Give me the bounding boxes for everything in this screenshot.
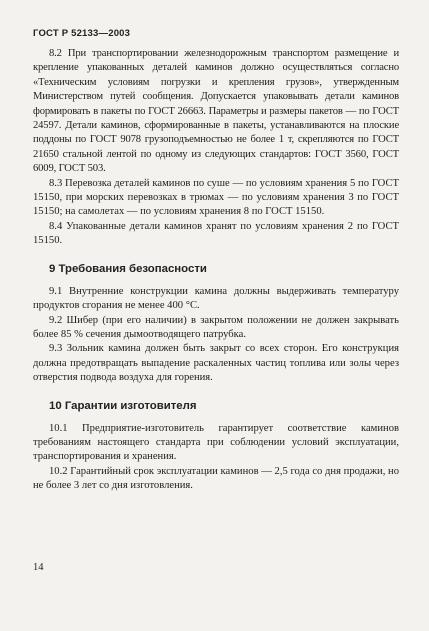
- section-10-title: 10 Гарантии изготовителя: [49, 399, 197, 412]
- paragraph-8-4: 8.4 Упакованные детали каминов хранят по условиям хранения 2 по ГОСТ 15150.: [33, 220, 399, 247]
- paragraph-9-2: 9.2 Шибер (при его наличии) в закрытом положении не должен закрывать более 85 % сечения дымоотводящего патрубка.: [33, 314, 399, 340]
- section-9-title: 9 Требования безопасности: [49, 262, 207, 275]
- paragraph-9-3: 9.3 Зольник камина должен быть закрыт со всех сторон. Его конструкция должна предотвращать выпадение раскаленных частиц топлива или золы через отверстия подвода воздуха для горения.: [33, 343, 399, 384]
- page-number: 14: [33, 562, 44, 573]
- paragraph-8-3: 8.3 Перевозка деталей каминов по суше — по условиям хранения 5 по ГОСТ 15150, при морских перевозках в трюмах — по условиям хранения 3 по ГОСТ 15150; на самолетах — по условиям хранения 8 по ГОСТ 15150.: [33, 177, 399, 218]
- paragraph-10-1: 10.1 Предприятие-изготовитель гарантирует соответствие каминов требованиям настоящего стандарта при соблюдении условий эксплуатации, транспортирования и хранения.: [33, 422, 399, 463]
- paragraph-10-2: 10.2 Гарантийный срок эксплуатации каминов — 2,5 года со дня продажи, но не более 3 лет со дня изготовления.: [33, 465, 399, 492]
- document-header: ГОСТ Р 52133—2003: [33, 28, 131, 39]
- document-body: [33, 47, 399, 494]
- paragraph-8-2: 8.2 При транспортировании железнодорожным транспортом размещение и крепление упакованных деталей каминов должно осуществляться согласно «Техническим условиям погрузки и крепления грузов», утвержденным Министерством путей сообщения. Допускается упаковывать детали каминов формировать в пакеты по ГОСТ 26663. Параметры и размеры пакетов — по ГОСТ 24597. Детали каминов, сформированные в пакеты, устанавливаются на плоские поддоны по ГОСТ 9078 грузоподъемностью не более 1 т, скрепляются по ГОСТ 21650 стальной лентой по одному из следующих стандартов: ГОСТ 3560, ГОСТ 6009, ГОСТ 503.: [33, 48, 399, 175]
- paragraph-9-1: 9.1 Внутренние конструкции камина должны выдерживать температуру продуктов сгорания не менее 400 °С.: [33, 285, 399, 312]
